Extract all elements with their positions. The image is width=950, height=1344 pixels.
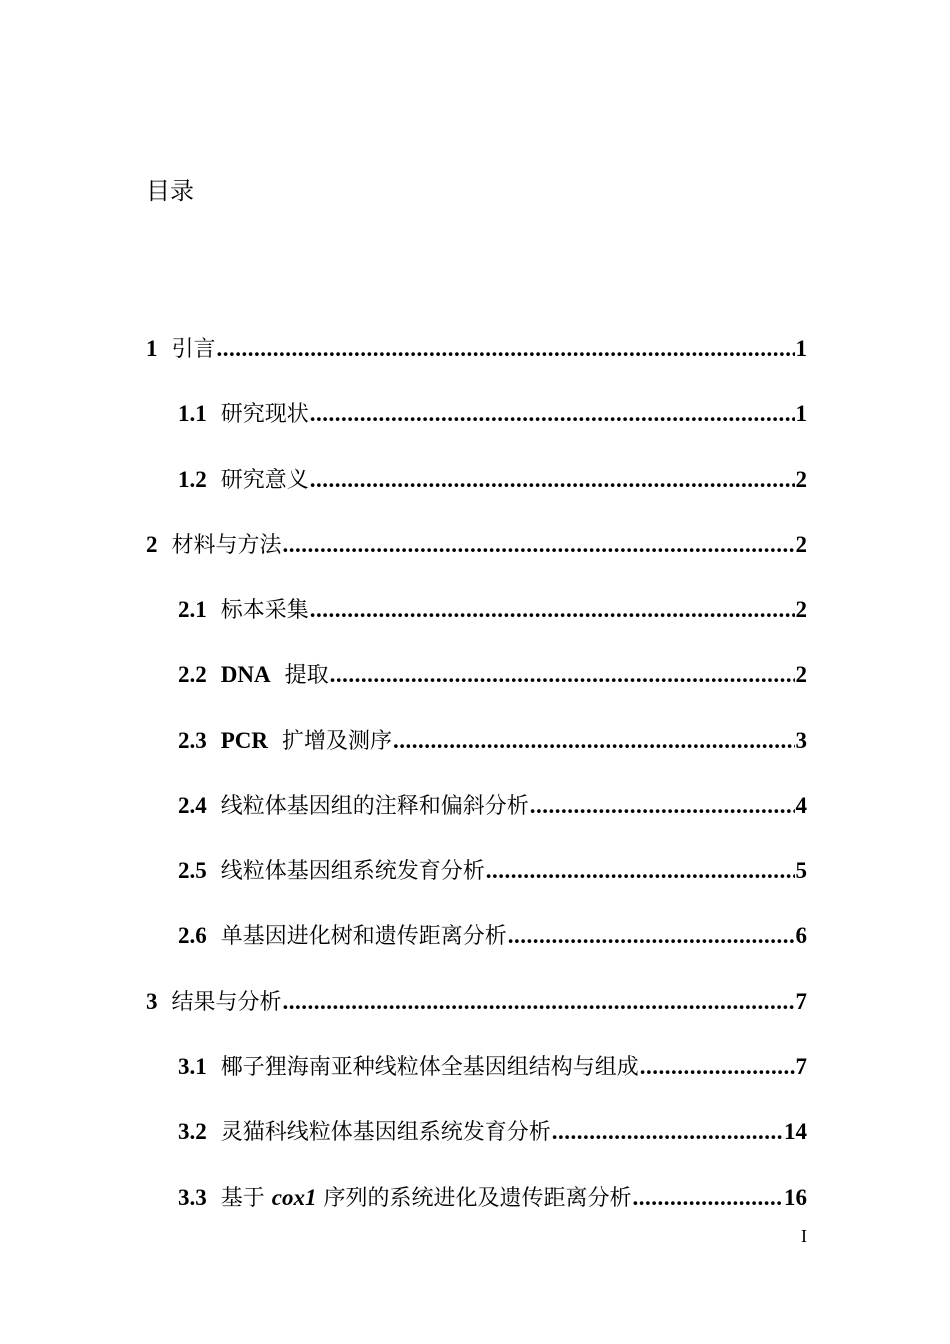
toc-entry-page: 2: [795, 467, 807, 492]
toc-entry-number: 2.3: [178, 728, 207, 753]
toc-entry-2-1[interactable]: [178, 592, 807, 628]
toc-entry-page: 7: [795, 989, 807, 1014]
toc-entry-number: 2: [146, 532, 158, 557]
toc-entry-number: 2.6: [178, 923, 207, 948]
toc-entry-page: 3: [795, 728, 807, 753]
toc-entry-2-4[interactable]: [178, 788, 807, 824]
toc-entry-1[interactable]: [146, 331, 807, 367]
toc-dot-leader: [508, 918, 795, 954]
toc-dot-leader: [640, 1049, 795, 1085]
toc-entry-page: 16: [784, 1185, 807, 1210]
toc-dot-leader: [633, 1180, 784, 1216]
toc-entry-number: 3: [146, 989, 158, 1014]
toc-entry-number: 1: [146, 336, 158, 361]
toc-entry-2-2[interactable]: [178, 657, 807, 693]
toc-entry-3-1[interactable]: [178, 1049, 807, 1085]
toc-entry-number: 1.2: [178, 467, 207, 492]
toc-entry-2-3[interactable]: [178, 723, 807, 759]
toc-entry-number: 1.1: [178, 401, 207, 426]
toc-entry-number: 3.3: [178, 1185, 207, 1210]
toc-entry-gene-name: cox1: [271, 1185, 317, 1210]
toc-dot-leader: [486, 853, 795, 889]
toc-entry-text: 灵猫科线粒体基因组系统发育分析: [220, 1120, 551, 1145]
toc-entry-page: 5: [795, 858, 807, 883]
toc-entry-text: 基于 cox1 序列的系统进化及遗传距离分析: [220, 1185, 632, 1211]
toc-title: 目录: [146, 177, 194, 205]
toc-entry-3[interactable]: [146, 984, 807, 1020]
toc-entry-page: 2: [795, 532, 807, 557]
toc-entry-page: 4: [795, 793, 807, 818]
toc-entry-page: 7: [795, 1054, 807, 1079]
toc-entry-page: 14: [784, 1119, 807, 1144]
toc-entry-text: 标本采集: [220, 598, 309, 623]
toc-dot-leader: [530, 788, 795, 824]
toc-entry-2[interactable]: [146, 527, 807, 563]
toc-entry-number: 2.5: [178, 858, 207, 883]
toc-dot-leader: [310, 462, 795, 498]
toc-entry-number: 2.2: [178, 662, 207, 687]
toc-dot-leader: [310, 396, 795, 432]
toc-entry-page: 6: [795, 923, 807, 948]
toc-entry-page: 2: [795, 662, 807, 687]
toc-entry-text: 单基因进化树和遗传距离分析: [220, 924, 507, 949]
toc-entry-text: 研究意义: [220, 468, 309, 493]
page-footer-number: I: [801, 1226, 807, 1246]
toc-entry-text: 线粒体基因组系统发育分析: [220, 859, 485, 884]
toc-entry-page: 1: [795, 401, 807, 426]
toc-dot-leader: [283, 984, 795, 1020]
toc-entry-page: 1: [795, 336, 807, 361]
toc-entry-number: 2.1: [178, 597, 207, 622]
toc-entry-number: 3.2: [178, 1119, 207, 1144]
toc-dot-leader: [217, 331, 795, 367]
toc-dot-leader: [552, 1114, 783, 1150]
toc-entry-text: 材料与方法: [171, 533, 282, 558]
toc-entry-text: PCR 扩增及测序: [220, 728, 393, 754]
toc-entry-2-5[interactable]: [178, 853, 807, 889]
toc-entry-latin-term: DNA: [220, 662, 271, 687]
toc-entry-2-6[interactable]: [178, 918, 807, 954]
toc-entry-number: 3.1: [178, 1054, 207, 1079]
toc-entry-text: 椰子狸海南亚种线粒体全基因组结构与组成: [220, 1055, 639, 1080]
toc-entry-text: 引言: [171, 337, 216, 362]
toc-dot-leader: [310, 592, 795, 628]
toc-entry-1-2[interactable]: [178, 462, 807, 498]
toc-entry-3-3[interactable]: [178, 1180, 807, 1216]
toc-dot-leader: [393, 723, 794, 759]
toc-entry-text: 研究现状: [220, 402, 309, 427]
toc-entry-text: 结果与分析: [171, 990, 282, 1015]
toc-entry-number: 2.4: [178, 793, 207, 818]
toc-dot-leader: [330, 657, 795, 693]
toc-entry-text: 线粒体基因组的注释和偏斜分析: [220, 794, 529, 819]
toc-entry-3-2[interactable]: [178, 1114, 807, 1150]
toc-entry-latin-term: PCR: [220, 728, 269, 753]
toc-entry-page: 2: [795, 597, 807, 622]
toc-entry-text: DNA 提取: [220, 662, 329, 688]
toc-entry-1-1[interactable]: [178, 396, 807, 432]
toc-dot-leader: [283, 527, 795, 563]
